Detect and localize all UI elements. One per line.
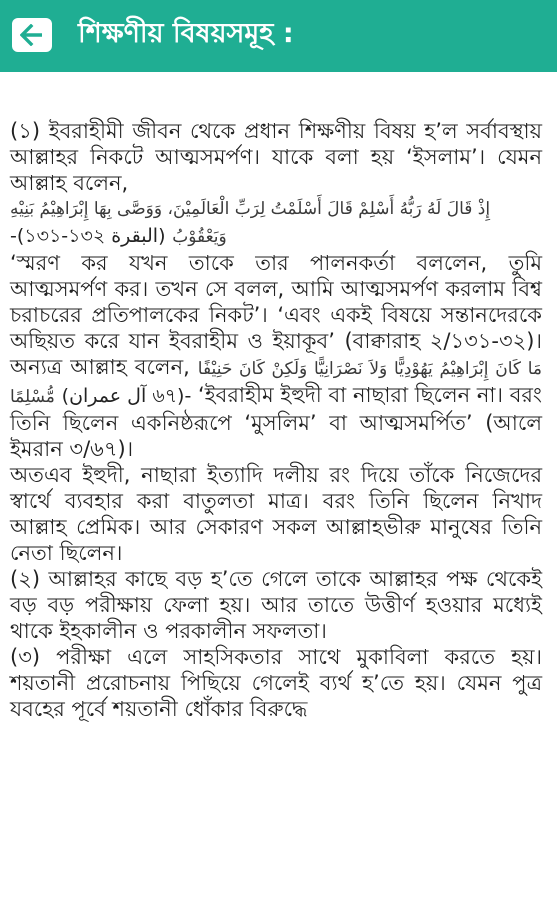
paragraph-6: (৩) পরীক্ষা এলে সাহসিকতার সাথে মুকাবিলা করতে হয়। শয়তানী প্ররোচনায় পিছিয়ে গেলেই ব্যর্থ হ’তে হয়। যেমন পুত্র যবহের পূর্বে শয়তানী ধোঁকার বিরুদ্ধে xyxy=(10,645,542,721)
paragraph-5: (২) আল্লাহর কাছে বড় হ’তে গেলে তাকে আল্লাহর পক্ষ থেকেই বড় বড় পরীক্ষায় ফেলা হয়। আর তাতে উত্তীর্ণ হওয়ার মধ্যেই থাকে ইহকালীন ও পরকালীন সফলতা। xyxy=(10,567,542,643)
arrow-left-icon xyxy=(20,24,44,46)
paragraph-3-text: ‘ইবরাহীম ইহুদী বা নাছারা ছিলেন না। বরং তিনি ছিলেন একনিষ্ঠরূপে ‘মুসলিম’ বা আত্মসমর্পিত’ (আলে ইমরান ৩/৬৭)। xyxy=(10,383,542,461)
arabic-verse-1-reference: (البقرة ১৩১-১৩২)- xyxy=(10,225,166,247)
back-button[interactable] xyxy=(12,18,52,52)
page-title: শিক্ষণীয় বিষয়সমূহ : xyxy=(78,18,294,49)
arabic-verse-2: مَا كَانَ إِبْرَاهِيْمُ يَهُوْدِيًّا وَلاَ نَصْرَانِيًّا وَلَكِنْ كَانَ حَنِيْفًا مُّسْلِمًا xyxy=(10,359,542,407)
paragraph-1: (১) ইবরাহীমী জীবন থেকে প্রধান শিক্ষণীয় বিষয় হ’ল সর্বাবস্থায় আল্লাহর নিকটে আত্মসমর্পণ। যাকে বলা হয় ‘ইসলাম’। যেমন আল্লাহ বলেন, xyxy=(10,119,542,195)
arabic-verse-1-line-1: إِذْ قَالَ لَهُ رَبُّهُ أَسْلِمْ قَالَ أَسْلَمْتُ لِرَبِّ الْعَالَمِيْنَ، وَوَصَّى بِهَا إِبْرَاهِيْمُ بَنِيْهِ xyxy=(10,199,491,219)
arabic-verse-1-word: وَيَعْقُوْبُ xyxy=(172,227,227,247)
paragraph-4: অতএব ইহুদী, নাছারা ইত্যাদি দলীয় রং দিয়ে তাঁকে নিজেদের স্বার্থে ব্যবহার করা বাতুলতা মাত্র। বরং তিনি ছিলেন নিখাদ আল্লাহ প্রেমিক। আর সেকারণ সকল আল্লাহভীরু মানুষের তিনি নেতা ছিলেন। xyxy=(10,463,542,565)
arabic-verse-1-line-2 xyxy=(10,222,542,250)
app-bar xyxy=(0,0,557,72)
article-body xyxy=(10,118,542,722)
paragraph-2-text: ‘স্মরণ কর যখন তাকে তার পালনকর্তা বললেন, তুমি আত্মসমর্পণ কর। তখন সে বলল, আমি আত্মসমর্পণ করলাম বিশ্ব চরাচরের প্রতিপালকের নিকট’। ‘এবং একই বিষয়ে সন্তানদেরকে অছিয়ত করে যান ইবরাহীম ও ইয়াকূব’ (বাক্বারাহ ২/১৩১-৩২)। অন্যত্র আল্লাহ বলেন, xyxy=(10,251,542,379)
paragraph-2 xyxy=(10,250,542,462)
arabic-verse-2-reference: (آل عمران ৬৭)- xyxy=(61,385,192,407)
